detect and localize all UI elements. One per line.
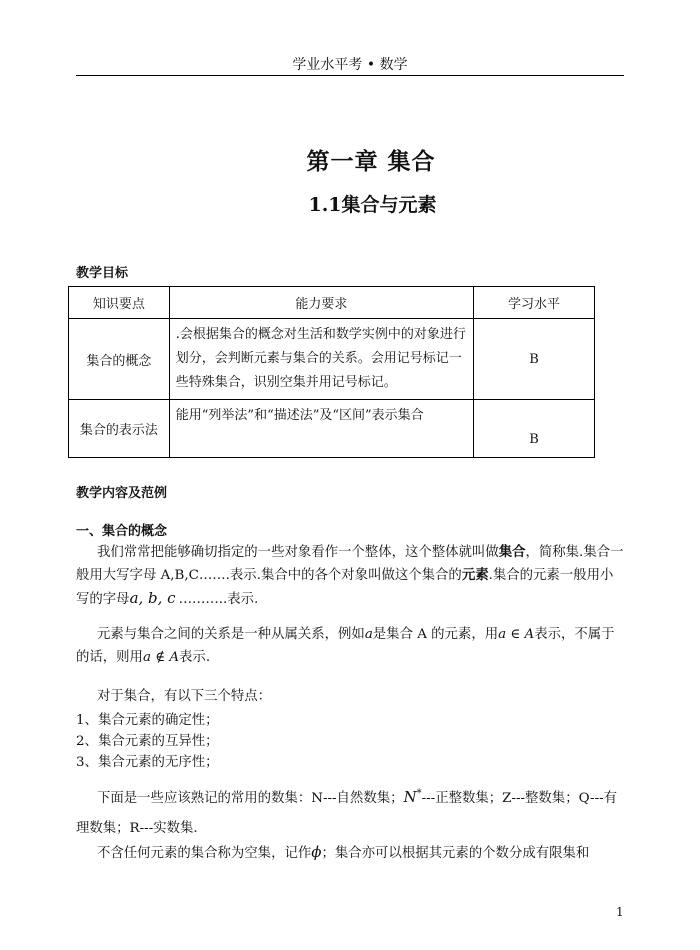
math-n-star: N* [403, 788, 422, 806]
topic-cell: 集合的概念 [69, 319, 170, 400]
level-cell: B [473, 319, 594, 400]
paragraph-set-definition: 我们常常把能够确切指定的一些对象看作一个整体，这个整体就叫做集合，简称集.集合一般用大写字母 A,B,C…….表示.集合中的各个对象叫做这个集合的元素.集合的元素一般用小写的字母a, b, c ………..表示. [76, 544, 624, 607]
column-header: 知识要点 [69, 287, 170, 319]
math-lowercase-letters: a, b, c [129, 589, 176, 607]
column-header: 能力要求 [169, 287, 473, 319]
goals-heading: 教学目标 [76, 266, 129, 281]
requirement-cell: .会根据集合的概念对生活和数学实例中的对象进行划分，会判断元素与集合的关系。会用记号标记一些特殊集合，识别空集并用记号标记。 [169, 319, 473, 400]
paragraph-features-intro: 对于集合，有以下三个特点： [97, 689, 272, 704]
content-heading: 教学内容及范例 [76, 486, 168, 501]
list-item: 2、集合元素的互异性； [76, 734, 219, 749]
term-element: 元素 [461, 567, 489, 583]
header-divider [76, 75, 624, 76]
table-row [69, 400, 595, 458]
column-header: 学习水平 [473, 287, 594, 319]
table-row [69, 319, 595, 400]
paragraph-number-sets: 下面是一些应该熟记的常用的数集：N---自然数集；N*---正整数集；Z---整数集；Q---有理数集；R---实数集. [76, 788, 618, 836]
level-cell: B [473, 400, 594, 458]
requirement-cell: 能用“列举法”和“描述法”及“区间”表示集合 [169, 400, 473, 458]
goals-table [68, 286, 595, 458]
page-header: 学业水平考 • 数学 [292, 57, 408, 73]
chapter-title: 第一章 集合 [306, 148, 436, 175]
table-header-row [69, 287, 595, 319]
page-number: 1 [616, 905, 624, 919]
paragraph-membership: 元素与集合之间的关系是一种从属关系，例如a是集合 A 的元素，用a ∈ A表示，不属于的话，则用a ∉ A表示. [76, 627, 615, 665]
topic-cell: 集合的表示法 [69, 400, 170, 458]
math-not-belongs: a ∉ A [142, 650, 180, 665]
list-item: 3、集合元素的无序性； [76, 755, 219, 770]
paragraph-empty-set: 不含任何元素的集合称为空集，记作ϕ；集合亦可以根据其元素的个数分成有限集和 [97, 843, 590, 861]
section-title: 1.1集合与元素 [308, 194, 437, 216]
term-set: 集合 [498, 544, 526, 560]
subheading-concept: 一、集合的概念 [76, 524, 168, 539]
math-empty-set: ϕ [311, 843, 322, 861]
list-item: 1、集合元素的确定性； [76, 713, 219, 728]
math-belongs: a ∈ A [498, 627, 535, 642]
